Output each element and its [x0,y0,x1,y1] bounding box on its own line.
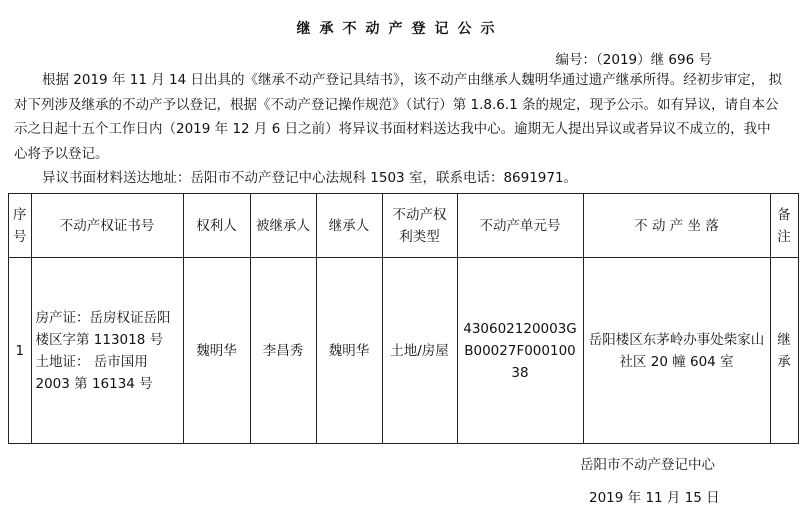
cell-heir: 魏明华 [316,258,382,444]
property-table [8,193,799,444]
issue-date: 2019 年 11 月 15 日 [589,490,720,506]
cell-owner: 魏明华 [183,258,250,444]
cell-remark: 继承 [770,258,798,444]
table-header-row [9,194,799,258]
header-right-type: 不动产权利类型 [382,194,457,258]
cert-land: 土地证： 岳市国用 2003 第 16134 号 [35,353,153,392]
header-location: 不 动 产 坐 落 [583,194,770,258]
cell-decedent: 李昌秀 [250,258,316,444]
header-index: 序号 [9,194,32,258]
address-paragraph: 异议书面材料送达地址：岳阳市不动产登记中心法规科 1503 室，联系电话：8691971。 [42,170,578,186]
table-row [9,258,799,444]
header-owner: 权利人 [183,194,250,258]
cert-house: 房产证：岳房权证岳阳楼区字第 113018 号 [35,309,171,348]
cell-right-type: 土地/房屋 [382,258,457,444]
issuing-organization: 岳阳市不动产登记中心 [580,457,715,473]
intro-paragraph: 根据 2019 年 11 月 14 日出具的《继承不动产登记具结书》，该不动产由继承人魏明华通过遗产继承所得。经初步审定， 拟对下列涉及继承的不动产予以登记，根据《不动产登记操作规范》（试行）第 1.8.6.1 条的规定，现予公示。如有异议，请自本公示之日起十五个工作日内（2019 年 12 月 6 日之前）将异议书面材料送达我中心。逾期无人提出异议或者异议不成立的，我中心将予以登记。 [14,72,783,162]
page-title: 继承不动产登记公示 [296,21,504,37]
header-decedent: 被继承人 [250,194,316,258]
header-unit-no: 不动产单元号 [457,194,583,258]
header-remark: 备注 [770,194,798,258]
cell-location: 岳阳楼区东茅岭办事处柴家山社区 20 幢 604 室 [583,258,770,444]
document-number: 编号：（2019）继 696 号 [555,52,712,68]
cell-cert [31,258,183,444]
header-heir: 继承人 [316,194,382,258]
cell-index: 1 [9,258,32,444]
cell-unit-no: 430602120003GB00027F00010038 [457,258,583,444]
header-cert: 不动产权证书号 [31,194,183,258]
